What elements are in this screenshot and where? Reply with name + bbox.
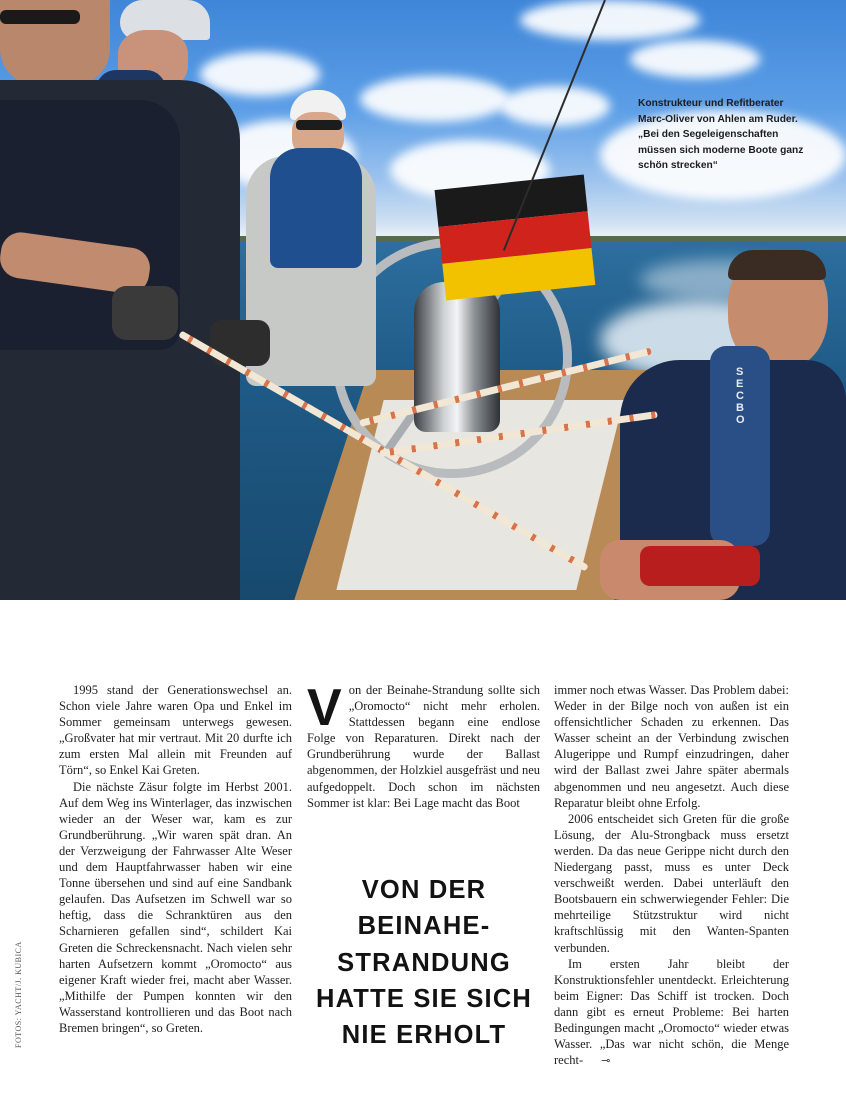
pull-quote-line: BEINAHE- — [357, 912, 491, 941]
cloud — [520, 0, 700, 40]
continue-arrow-icon: ⊸ — [601, 1054, 611, 1068]
pull-quote-line: STRANDUNG — [337, 948, 511, 977]
article-column-2 — [307, 679, 540, 811]
cloud — [630, 40, 760, 78]
caption-line: Marc-Oliver von Ahlen am Ruder. — [638, 113, 798, 125]
article-column-3 — [554, 682, 789, 1069]
pull-quote — [310, 872, 538, 1053]
crew-figure-foreground — [0, 0, 300, 600]
caption-line: Konstrukteur und Refitberater — [638, 98, 784, 109]
photo-credit: FOTOS: YACHT/J. KUBICA — [14, 941, 23, 1048]
paragraph — [554, 956, 789, 1070]
cloud — [360, 76, 510, 122]
photo-caption — [638, 96, 834, 174]
crew-figure-right — [600, 250, 846, 600]
paragraph-text: Im ersten Jahr bleibt der Konstruktionsfehler unentdeckt. Erleichterung beim Eigner: Das Schiff ist trocken. Doch dann gibt es erneut Probleme: Bei harten Bedingungen macht „Oromocto“ wieder etwas Wasser. „Das war nicht schön, die Menge recht- — [554, 956, 789, 1068]
paragraph: 1995 stand der Generationswechsel an. Schon viele Jahre waren Opa und Enkel im Sommer gemeinsam unterwegs gewesen. „Großvater hat mir vertraut. Mit 20 durfte ich zum ersten Mal allein mit Freunden auf Törn“, so Enkel Kai Greten. — [59, 683, 292, 778]
pull-quote-line: NIE ERHOLT — [341, 1021, 507, 1050]
vest-brand-label: SECBO — [736, 366, 745, 426]
paragraph: on der Beinahe-Strandung sollte sich „Oromocto“ nicht mehr erholen. Stattdessen begann eine endlose Folge von Reparaturen. Direkt nach der Grundberührung wurde der Ballast abgenommen, der Holzkiel ausgefräst und neu aufgedoppelt. Doch schon im nächsten Sommer ist klar: Bei Lage macht das Boot — [307, 683, 540, 810]
pull-quote-line: HATTE SIE SICH — [315, 984, 533, 1013]
paragraph: 2006 entscheidet sich Greten für die große Lösung, der Alu-Strongback muss ersetzt werden. Da das neue Gerippe nicht durch den Niedergang passt, muss es unter Deck verschweißt werden. Dabei unterläuft den Bootsbauern ein schwerwiegender Fehler: Die mehrteilige Stützstruktur wird nicht kraftschlüssig mit den Wanten-Spanten verbunden. — [554, 811, 789, 955]
paragraph: Die nächste Zäsur folgte im Herbst 2001. Auf dem Weg ins Winterlager, das inzwischen wieder an der Weser war, kam es zur Grundberührung. „Wir waren spät dran. An der Verzweigung der Fahrwasser Alte Weser und dem Hauptfahrwasser haben wir eine Tonne übersehen und sind auf eine Sandbank gelaufen. Das Aufsetzen im Schwell war so heftig, dass die Schranktüren aus den Scharnieren gefallen sind“, schildert Kai Greten die Schreckensnacht. Nach vielen sehr harten Aufsetzern kommt „Oromocto“ aus eigener Kraft wieder frei, macht aber Wasser. „Mithilfe der Pumpen konnten wir den Wasserstand kontrollieren und das Boot nach Bremen bringen“, so Greten. — [59, 779, 292, 1035]
german-flag — [435, 174, 596, 301]
caption-line: schön strecken“ — [638, 160, 718, 172]
caption-line: „Bei den Segeleigenschaften — [638, 129, 779, 141]
drop-cap: V — [307, 679, 342, 737]
paragraph: immer noch etwas Wasser. Das Problem dabei: Weder in der Bilge noch von außen ist ein offensichtlicher Schaden zu erkennen. Das Wasser scheint an der Verbindung zwischen Alugerippe und Rumpf einzudringen, daher wird der Ballast zwei Jahre später abermals abgenommen und neu angesetzt. Auch diese Reparatur bleibt ohne Erfolg. — [554, 683, 789, 810]
pull-quote-line: VON DER — [361, 876, 487, 904]
caption-line: müssen sich moderne Boote ganz — [638, 144, 804, 156]
article-column-1 — [59, 682, 292, 1036]
